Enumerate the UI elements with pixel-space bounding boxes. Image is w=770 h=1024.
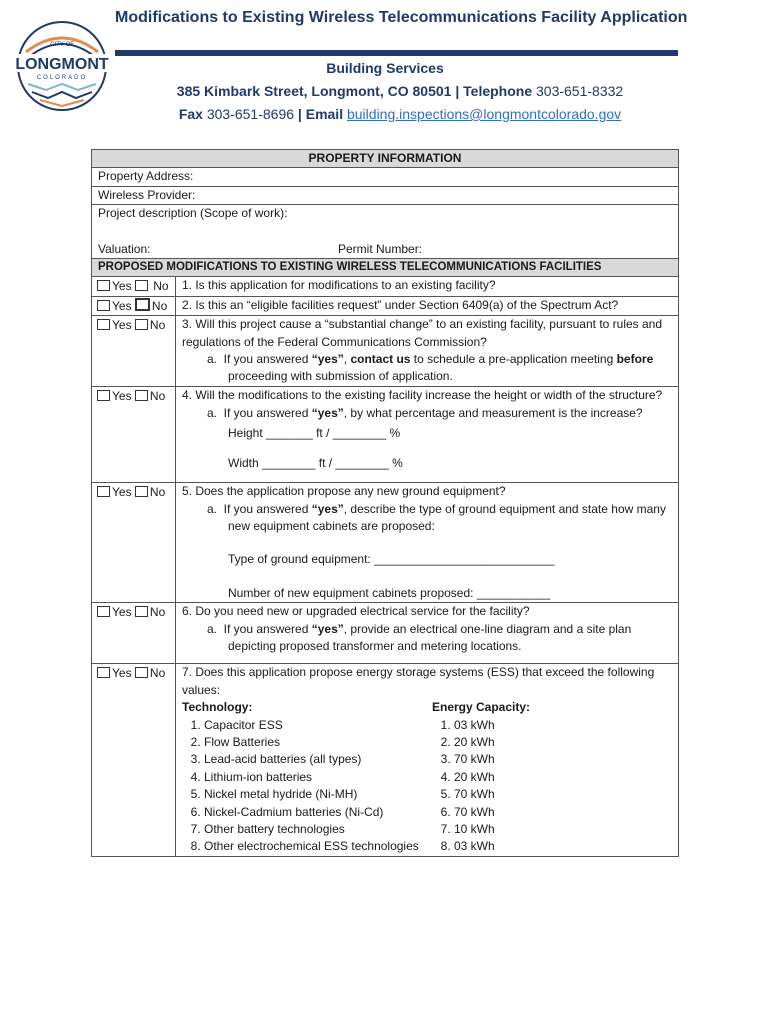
q7-yes-checkbox[interactable]: [97, 667, 110, 678]
q3-no-checkbox[interactable]: [135, 319, 148, 330]
q5-yes-checkbox[interactable]: [97, 486, 110, 497]
property-address-field[interactable]: Property Address:: [92, 168, 679, 186]
q5a-text: a. If you answered “yes”, describe the type of ground equipment and state how many new equipment cabinets are proposed:: [207, 501, 666, 533]
q7-text: 7. Does this application propose energy storage systems (ESS) that exceed the following values: Technology: 1. Capacitor ESS 2. Flow Batteries 3. Lead-acid batteries (all types) 4. Lithium-ion batteries 5. Nickel metal hydride (Ni-MH) 6. Nickel-Cadmium batteries (Ni-Cd) 7. Other battery technologies 8. Other electrochemical ESS technologies Energy Capacity: 1. 03 kWh 2. 20 kWh 3. 70 kWh 4. 20 kWh 5. 70 kWh 6. 70 kWh 7. 10 kWh 8. 03 kWh: [176, 664, 679, 856]
q5-text: 5. Does the application propose any new ground equipment? a. If you answered “yes”, describe the type of ground equipment and state how many new equipment cabinets are proposed: Type of ground equipment: ___________________________ Number of new equipment cabinets proposed: ___________: [176, 483, 679, 603]
modifications-heading: PROPOSED MODIFICATIONS TO EXISTING WIRELESS TELECOMMUNICATIONS FACILITIES: [92, 259, 679, 277]
q2-no-checkbox[interactable]: [135, 298, 150, 311]
q4-width-field[interactable]: Width ________ ft / ________ %: [228, 455, 403, 470]
email-label: Email: [305, 106, 344, 122]
title-rule: [115, 50, 678, 56]
telephone-label: Telephone: [463, 83, 533, 99]
q4-text: 4. Will the modifications to the existing facility increase the height or width of the structure? a. If you answered “yes”, by what percentage and measurement is the increase? Height _______ ft / ________ % Width ________ ft / ________ %: [176, 386, 679, 482]
capacity-heading: Energy Capacity:: [432, 700, 531, 715]
list-item: 5. Nickel metal hydride (Ni-MH): [204, 786, 432, 803]
q5-number-field[interactable]: Number of new equipment cabinets proposed: ___________: [228, 585, 551, 600]
list-item: 7. Other battery technologies: [204, 821, 432, 838]
q7-no-checkbox[interactable]: [135, 667, 148, 678]
permit-number-label: Permit Number:: [338, 241, 423, 256]
q5-type-field[interactable]: Type of ground equipment: ___________________________: [228, 552, 555, 567]
list-item: 3. 70 kWh: [454, 751, 530, 768]
q2-text: 2. Is this an “eligible facilities request” under Section 6409(a) of the Spectrum Act?: [176, 296, 679, 315]
valuation-label: Valuation:: [98, 241, 151, 256]
q2-yes-checkbox[interactable]: [97, 300, 110, 311]
application-form-table: [91, 149, 679, 857]
q4-height-field[interactable]: Height _______ ft / ________ %: [228, 426, 401, 441]
svg-text:COLORADO: COLORADO: [36, 75, 88, 81]
list-item: 3. Lead-acid batteries (all types): [204, 751, 432, 768]
q3-text: 3. Will this project cause a “substantial change” to an existing facility, pursuant to rules and regulations of the Federal Communications Commission? a. If you answered “yes”, contact us to schedule a pre-application meeting before proceeding with submission of application.: [176, 316, 679, 387]
q3-answer: Yes No: [92, 316, 176, 387]
list-item: 8. Other electrochemical ESS technologies: [204, 838, 432, 855]
list-item: 4. Lithium-ion batteries: [204, 769, 432, 786]
fax-label: Fax: [178, 106, 203, 122]
q4-answer: Yes No: [92, 386, 176, 482]
q2-answer: Yes No: [92, 296, 176, 315]
list-item: 4. 20 kWh: [454, 769, 530, 786]
email-link[interactable]: building.inspections@longmontcolorado.gov: [346, 106, 622, 122]
capacity-list: [432, 717, 530, 856]
q6-answer: Yes No: [92, 603, 176, 664]
technology-list: [182, 717, 432, 856]
q1-answer: Yes No: [92, 277, 176, 296]
q3-yes-checkbox[interactable]: [97, 319, 110, 330]
q4a-text: a. If you answered “yes”, by what percentage and measurement is the increase?: [207, 406, 643, 421]
svg-text:LONGMONT: LONGMONT: [15, 56, 109, 73]
q5-answer: Yes No: [92, 483, 176, 603]
q7-answer: Yes No: [92, 664, 176, 856]
q1-yes-checkbox[interactable]: [97, 280, 110, 291]
technology-heading: Technology:: [182, 700, 253, 715]
fax: 303-651-8696: [206, 106, 295, 122]
list-item: 6. Nickel-Cadmium batteries (Ni-Cd): [204, 804, 432, 821]
svg-text:CITY OF: CITY OF: [50, 42, 74, 48]
q3a-text: a. If you answered “yes”, contact us to schedule a pre-application meeting before proceeding with submission of application.: [207, 352, 654, 384]
list-item: 7. 10 kWh: [454, 821, 530, 838]
property-info-heading: PROPERTY INFORMATION: [92, 150, 679, 168]
list-item: 6. 70 kWh: [454, 804, 530, 821]
list-item: 8. 03 kWh: [454, 838, 530, 855]
telephone: 303-651-8332: [536, 83, 624, 99]
q6-no-checkbox[interactable]: [135, 606, 148, 617]
list-item: 1. Capacitor ESS: [204, 717, 432, 734]
list-item: 5. 70 kWh: [454, 786, 530, 803]
wireless-provider-field[interactable]: Wireless Provider:: [92, 186, 679, 204]
q5-no-checkbox[interactable]: [135, 486, 148, 497]
q6-text: 6. Do you need new or upgraded electrical service for the facility? a. If you answered “yes”, provide an electrical one-line diagram and a site plan depicting proposed transformer and metering locations.: [176, 603, 679, 664]
q4-yes-checkbox[interactable]: [97, 390, 110, 401]
q6-yes-checkbox[interactable]: [97, 606, 110, 617]
q1-no-checkbox[interactable]: [135, 280, 148, 291]
q4-no-checkbox[interactable]: [135, 390, 148, 401]
ess-table: [182, 699, 672, 856]
department-name: Building Services: [326, 60, 444, 76]
project-description-field[interactable]: Project description (Scope of work): Valuation: Permit Number:: [92, 205, 679, 259]
q1-text: 1. Is this application for modifications to an existing facility?: [176, 277, 679, 296]
q6a-text: a. If you answered “yes”, provide an electrical one-line diagram and a site plan depicting proposed transformer and metering locations.: [207, 621, 632, 653]
contact-line-address: 385 Kimbark Street, Longmont, CO 80501 | Telephone 303-651-8332: [176, 83, 624, 99]
list-item: 2. 20 kWh: [454, 734, 530, 751]
form-title: Modifications to Existing Wireless Telecommunications Facility Application: [115, 9, 688, 26]
list-item: 2. Flow Batteries: [204, 734, 432, 751]
contact-line-fax: Fax 303-651-8696 | Email building.inspections@longmontcolorado.gov: [178, 106, 622, 122]
address: 385 Kimbark Street, Longmont, CO 80501: [176, 83, 452, 99]
list-item: 1. 03 kWh: [454, 717, 530, 734]
